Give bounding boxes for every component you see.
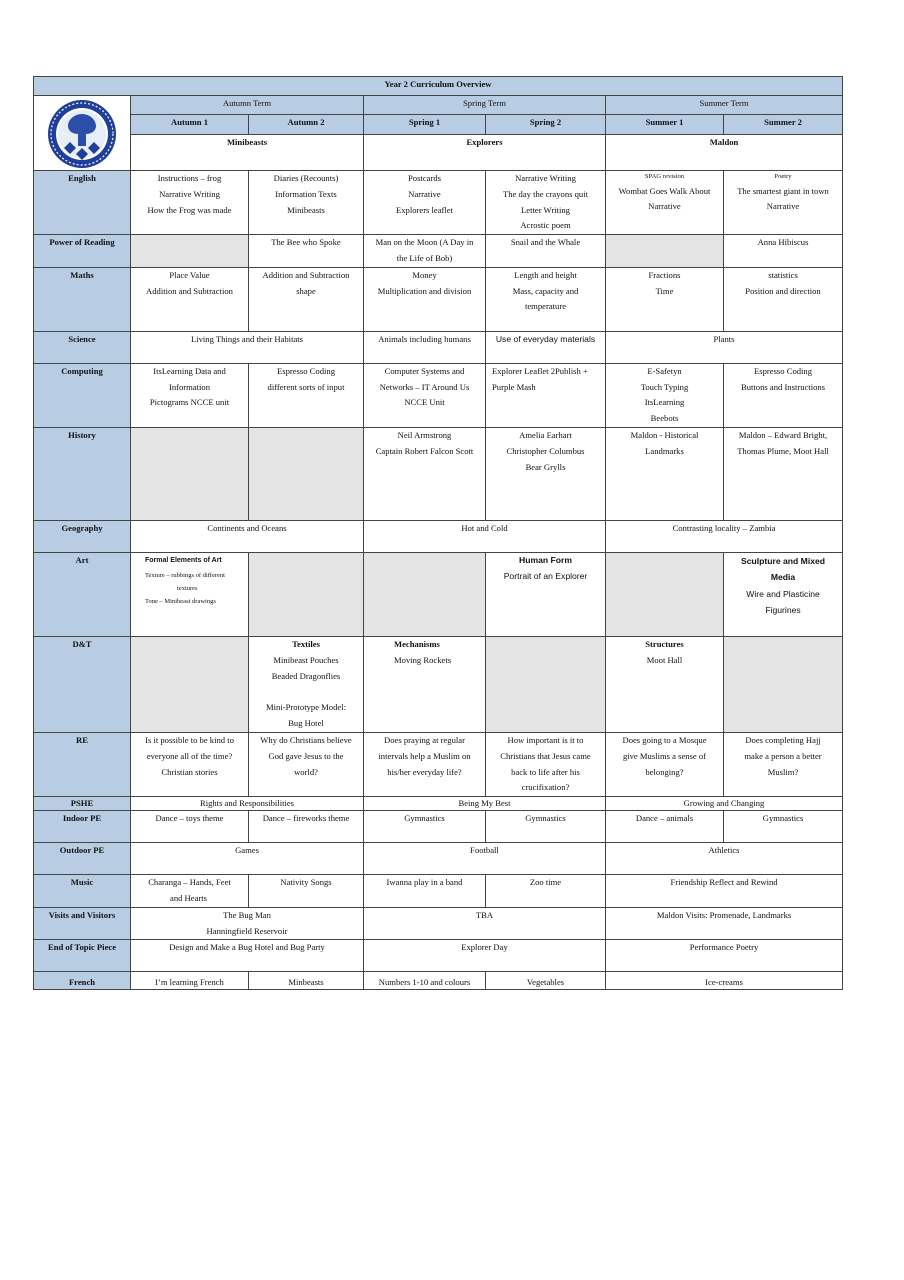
cell-line: Networks – IT Around Us — [379, 381, 470, 392]
cell-line: Diaries (Recounts) — [273, 173, 339, 183]
row-indoor-pe — [34, 811, 843, 843]
subject-label: English — [34, 171, 131, 235]
empty-cell — [131, 235, 249, 268]
cell-computing-summer-1 — [606, 363, 724, 427]
cell-line: Touch Typing — [640, 381, 689, 392]
cell-end-of-topic-spring: Explorer Day — [364, 940, 606, 972]
cell-line: Length and height — [514, 269, 577, 280]
row-english — [34, 171, 843, 235]
cell-line: Maldon – Edward Bright, — [738, 429, 828, 440]
cell-line: Money — [412, 269, 437, 280]
row-pshe — [34, 797, 843, 811]
subject-label: Geography — [34, 520, 131, 552]
empty-cell — [606, 552, 724, 636]
row-geography — [34, 520, 843, 552]
cell-line: Snail and the Whale — [510, 237, 581, 248]
cell-history-spring-1 — [364, 427, 486, 520]
cell-line: Position and direction — [745, 285, 821, 296]
half-term-summer-2: Summer 2 — [724, 114, 843, 134]
cell-pshe-autumn: Rights and Responsibilities — [131, 797, 364, 811]
cell-line: E-Safetyn — [647, 365, 682, 376]
cell-line: ItsLearning — [644, 397, 685, 408]
cell-line: Does praying at regular — [384, 734, 465, 745]
subject-label: Visits and Visitors — [34, 907, 131, 940]
cell-line: Narrative — [408, 188, 441, 199]
cell-line: Man on the Moon (A Day in — [375, 237, 474, 248]
cell-line: Addition and Subtraction — [146, 285, 233, 296]
cell-computing-summer-2 — [724, 363, 843, 427]
cell-english-summer-1 — [606, 171, 724, 235]
cell-line: Figurines — [765, 605, 801, 616]
cell-line: SPAG revision — [644, 173, 685, 180]
cell-line: Computer Systems and — [384, 365, 465, 376]
subject-label: RE — [34, 732, 131, 796]
cell-line: his/her everyday life? — [387, 766, 462, 777]
cell-maths-autumn-1 — [131, 267, 249, 331]
cell-line: Information Texts — [275, 188, 337, 199]
cell-art-autumn-1 — [131, 552, 249, 636]
cell-line: everyone all of the time? — [146, 750, 233, 761]
cell-maths-summer-2 — [724, 267, 843, 331]
cell-line: Addition and Subtraction — [262, 269, 350, 280]
cell-line: back to life after his — [511, 766, 580, 777]
cell-english-autumn-2 — [249, 171, 364, 235]
cell-french-autumn-2: Minbeasts — [249, 972, 364, 990]
subject-label: Power of Reading — [34, 235, 131, 268]
cell-re-autumn-1 — [131, 732, 249, 796]
cell-line: shape — [296, 285, 316, 296]
cell-por-summer-2 — [724, 235, 843, 268]
cell-heading: Mechanisms — [394, 638, 440, 649]
cell-line: Moot Hall — [646, 654, 683, 665]
subject-label: End of Topic Piece — [34, 940, 131, 972]
cell-line: the Life of Bob) — [396, 252, 453, 263]
row-outdoor-pe — [34, 843, 843, 875]
cell-music-autumn-2: Nativity Songs — [249, 875, 364, 908]
cell-line: Minibeasts — [287, 204, 325, 215]
cell-visits-spring: TBA — [364, 907, 606, 940]
term-spring: Spring Term — [364, 96, 606, 115]
cell-line: make a person a better — [744, 750, 822, 761]
cell-line: Fractions — [648, 269, 681, 280]
cell-re-summer-2 — [724, 732, 843, 796]
cell-history-spring-2 — [486, 427, 606, 520]
cell-por-spring-1 — [364, 235, 486, 268]
cell-line: Acrostic poem — [520, 220, 571, 231]
school-crest-icon — [44, 98, 120, 170]
cell-line: Does completing Hajj — [745, 734, 821, 745]
row-maths — [34, 267, 843, 331]
cell-english-spring-2 — [486, 171, 606, 235]
cell-dt-autumn-2 — [249, 636, 364, 732]
cell-line: Is it possible to be kind to — [145, 734, 234, 745]
cell-line: Charanga – Hands, Feet — [148, 877, 231, 888]
cell-art-spring-2 — [486, 552, 606, 636]
subject-label: French — [34, 972, 131, 990]
cell-line: intervals help a Muslim on — [378, 750, 471, 761]
cell-line: ItsLearning Data and — [153, 365, 226, 376]
cell-line: Poetry — [774, 173, 792, 180]
cell-maths-autumn-2 — [249, 267, 364, 331]
cell-english-spring-1 — [364, 171, 486, 235]
cell-computing-autumn-1 — [131, 363, 249, 427]
page-title: Year 2 Curriculum Overview — [34, 77, 843, 96]
cell-visits-autumn — [131, 907, 364, 940]
cell-line: Bug Hotel — [288, 717, 324, 728]
cell-line: Captain Robert Falcon Scott — [375, 445, 474, 456]
cell-line: How the Frog was made — [147, 204, 232, 215]
subject-label: History — [34, 427, 131, 520]
cell-line: Postcards — [408, 173, 441, 183]
cell-line: Anna Hibiscus — [757, 237, 809, 248]
topic-autumn: Minibeasts — [131, 134, 364, 170]
cell-por-autumn-2 — [249, 235, 364, 268]
cell-line: Multiplication and division — [377, 285, 472, 296]
cell-line: and Hearts — [170, 892, 207, 903]
row-french — [34, 972, 843, 990]
cell-line: crucifixation? — [521, 782, 570, 793]
cell-line — [252, 684, 360, 700]
topic-spring: Explorers — [364, 134, 606, 170]
cell-line: How important is it to — [507, 734, 584, 745]
school-logo — [34, 96, 131, 171]
cell-french-spring-2: Vegetables — [486, 972, 606, 990]
cell-line: Beaded Dragonflies — [271, 670, 341, 681]
cell-line: Pictograms NCCE unit — [149, 397, 230, 408]
cell-end-of-topic-autumn: Design and Make a Bug Hotel and Bug Party — [131, 940, 364, 972]
cell-line: temperature — [524, 301, 567, 312]
subject-label: PSHE — [34, 797, 131, 811]
cell-pshe-spring: Being My Best — [364, 797, 606, 811]
cell-line: Purple Mash — [492, 381, 536, 392]
cell-french-autumn-1: I’m learning French — [131, 972, 249, 990]
subject-label: Science — [34, 331, 131, 363]
row-computing — [34, 363, 843, 427]
row-music — [34, 875, 843, 908]
cell-line: Mini-Prototype Model: — [266, 702, 346, 713]
curriculum-table — [33, 76, 843, 990]
cell-outdoor-pe-spring: Football — [364, 843, 606, 875]
cell-line: different sorts of input — [267, 381, 345, 392]
cell-science-spring-1: Animals including humans — [364, 331, 486, 363]
cell-line: The smartest giant in town — [737, 185, 829, 196]
cell-line: Instructions – frog — [157, 173, 222, 183]
cell-heading: Sculpture and Mixed — [741, 555, 826, 566]
cell-line: Wire and Plasticine — [746, 588, 820, 599]
half-term-summer-1: Summer 1 — [606, 114, 724, 134]
cell-line: Narrative Writing — [515, 173, 576, 183]
empty-cell — [724, 636, 843, 732]
row-re — [34, 732, 843, 796]
cell-re-summer-1 — [606, 732, 724, 796]
cell-computing-spring-1 — [364, 363, 486, 427]
cell-maths-spring-2 — [486, 267, 606, 331]
cell-line: Christians that Jesus came — [500, 750, 591, 761]
cell-science-summer: Plants — [606, 331, 843, 363]
cell-re-spring-2 — [486, 732, 606, 796]
cell-maths-summer-1 — [606, 267, 724, 331]
cell-line: textures — [177, 584, 198, 592]
cell-english-autumn-1 — [131, 171, 249, 235]
cell-music-spring-1: Iwanna play in a band — [364, 875, 486, 908]
empty-cell — [606, 235, 724, 268]
cell-maths-spring-1 — [364, 267, 486, 331]
half-term-autumn-2: Autumn 2 — [249, 114, 364, 134]
subject-label: Outdoor PE — [34, 843, 131, 875]
cell-line: Letter Writing — [521, 204, 570, 215]
cell-dt-spring-1 — [364, 636, 486, 732]
half-term-autumn-1: Autumn 1 — [131, 114, 249, 134]
cell-french-spring-1: Numbers 1-10 and colours — [364, 972, 486, 990]
cell-line: Neil Armstrong — [397, 429, 452, 440]
row-history — [34, 427, 843, 520]
cell-heading: Structures — [645, 638, 684, 649]
empty-cell — [131, 636, 249, 732]
cell-line: Explorer Leaflet 2Publish + — [492, 365, 588, 376]
cell-line: Why do Christians believe — [260, 734, 352, 745]
cell-heading: Textiles — [292, 638, 320, 649]
empty-cell — [249, 552, 364, 636]
cell-line: Place Value — [169, 269, 210, 280]
cell-indoor-pe-summer-2: Gymnastics — [724, 811, 843, 843]
cell-line: Explorers leaflet — [395, 204, 454, 215]
empty-cell — [364, 552, 486, 636]
cell-por-spring-2 — [486, 235, 606, 268]
row-visits — [34, 907, 843, 940]
cell-outdoor-pe-autumn: Games — [131, 843, 364, 875]
cell-line: Maldon - Historical — [630, 429, 699, 440]
row-art — [34, 552, 843, 636]
cell-line: give Muslims a sense of — [622, 750, 707, 761]
cell-indoor-pe-spring-2: Gymnastics — [486, 811, 606, 843]
cell-line: Bear Grylls — [525, 461, 566, 472]
row-power-of-reading — [34, 235, 843, 268]
cell-line: Wombat Goes Walk About — [618, 185, 711, 196]
cell-line: Narrative — [766, 201, 800, 212]
cell-line: Minibeast Pouches — [273, 654, 339, 665]
cell-geography-autumn: Continents and Oceans — [131, 520, 364, 552]
cell-computing-autumn-2 — [249, 363, 364, 427]
subject-label: D&T — [34, 636, 131, 732]
row-dt — [34, 636, 843, 732]
cell-music-spring-2: Zoo time — [486, 875, 606, 908]
empty-cell — [249, 427, 364, 520]
cell-indoor-pe-summer-1: Dance – animals — [606, 811, 724, 843]
cell-pshe-summer: Growing and Changing — [606, 797, 843, 811]
cell-line: Hanningfield Reservoir — [206, 925, 288, 936]
topic-summer: Maldon — [606, 134, 843, 170]
cell-line: Amelia Earhart — [519, 429, 572, 440]
subject-label: Music — [34, 875, 131, 908]
cell-line: Beebots — [650, 413, 679, 424]
cell-line: Narrative — [648, 201, 681, 212]
empty-cell — [131, 427, 249, 520]
cell-line: Muslim? — [767, 766, 799, 777]
cell-line: Christopher Columbus — [506, 445, 585, 456]
cell-science-spring-2: Use of everyday materials — [486, 331, 606, 363]
subject-label: Maths — [34, 267, 131, 331]
cell-heading: Human Form — [519, 554, 572, 565]
cell-geography-spring: Hot and Cold — [364, 520, 606, 552]
cell-history-summer-2 — [724, 427, 843, 520]
cell-re-spring-1 — [364, 732, 486, 796]
cell-science-autumn: Living Things and their Habitats — [131, 331, 364, 363]
cell-dt-summer-1 — [606, 636, 724, 732]
cell-history-summer-1 — [606, 427, 724, 520]
cell-line: God gave Jesus to the — [268, 750, 344, 761]
term-summer: Summer Term — [606, 96, 843, 115]
cell-line: Espresso Coding — [276, 365, 335, 376]
cell-computing-spring-2 — [486, 363, 606, 427]
cell-line: Espresso Coding — [754, 365, 813, 376]
cell-line: Moving Rockets — [394, 654, 452, 665]
cell-indoor-pe-autumn-1: Dance – toys theme — [131, 811, 249, 843]
cell-line: Tone – Minibeast drawings — [145, 597, 216, 605]
half-term-spring-2: Spring 2 — [486, 114, 606, 134]
cell-music-summer: Friendship Reflect and Rewind — [606, 875, 843, 908]
half-term-spring-1: Spring 1 — [364, 114, 486, 134]
cell-line: Texture – rubbings of different — [145, 571, 225, 579]
term-autumn: Autumn Term — [131, 96, 364, 115]
cell-line: Christian stories — [161, 766, 218, 777]
cell-line: Does going to a Mosque — [622, 734, 707, 745]
cell-line: Thomas Plume, Moot Hall — [737, 445, 829, 456]
cell-outdoor-pe-summer: Athletics — [606, 843, 843, 875]
cell-heading: Formal Elements of Art — [145, 556, 222, 564]
cell-line: The Bee who Spoke — [271, 237, 341, 248]
subject-label: Indoor PE — [34, 811, 131, 843]
cell-line: Landmarks — [645, 445, 684, 456]
cell-heading: Media — [770, 572, 796, 583]
cell-line: Narrative Writing — [159, 188, 220, 199]
cell-visits-summer: Maldon Visits: Promenade, Landmarks — [606, 907, 843, 940]
cell-indoor-pe-spring-1: Gymnastics — [364, 811, 486, 843]
subject-label: Computing — [34, 363, 131, 427]
cell-line: statistics — [768, 269, 798, 280]
cell-english-summer-2 — [724, 171, 843, 235]
cell-line: The day the crayons quit — [503, 188, 588, 199]
cell-line: Buttons and Instructions — [741, 381, 826, 392]
cell-end-of-topic-summer: Performance Poetry — [606, 940, 843, 972]
cell-line: Mass, capacity and — [512, 285, 579, 296]
cell-line: Information — [168, 381, 211, 392]
cell-indoor-pe-autumn-2: Dance – fireworks theme — [249, 811, 364, 843]
cell-line: NCCE Unit — [404, 397, 445, 408]
cell-art-summer-2 — [724, 552, 843, 636]
cell-line: Portrait of an Explorer — [503, 570, 588, 581]
cell-music-autumn-1 — [131, 875, 249, 908]
subject-label: Art — [34, 552, 131, 636]
cell-french-summer: Ice-creams — [606, 972, 843, 990]
cell-re-autumn-2 — [249, 732, 364, 796]
empty-cell — [486, 636, 606, 732]
cell-line: Time — [655, 285, 674, 296]
row-end-of-topic — [34, 940, 843, 972]
cell-line: belonging? — [645, 766, 684, 777]
cell-line: world? — [294, 766, 318, 777]
cell-geography-summer: Contrasting locality – Zambia — [606, 520, 843, 552]
cell-line: The Bug Man — [223, 909, 271, 920]
row-science — [34, 331, 843, 363]
